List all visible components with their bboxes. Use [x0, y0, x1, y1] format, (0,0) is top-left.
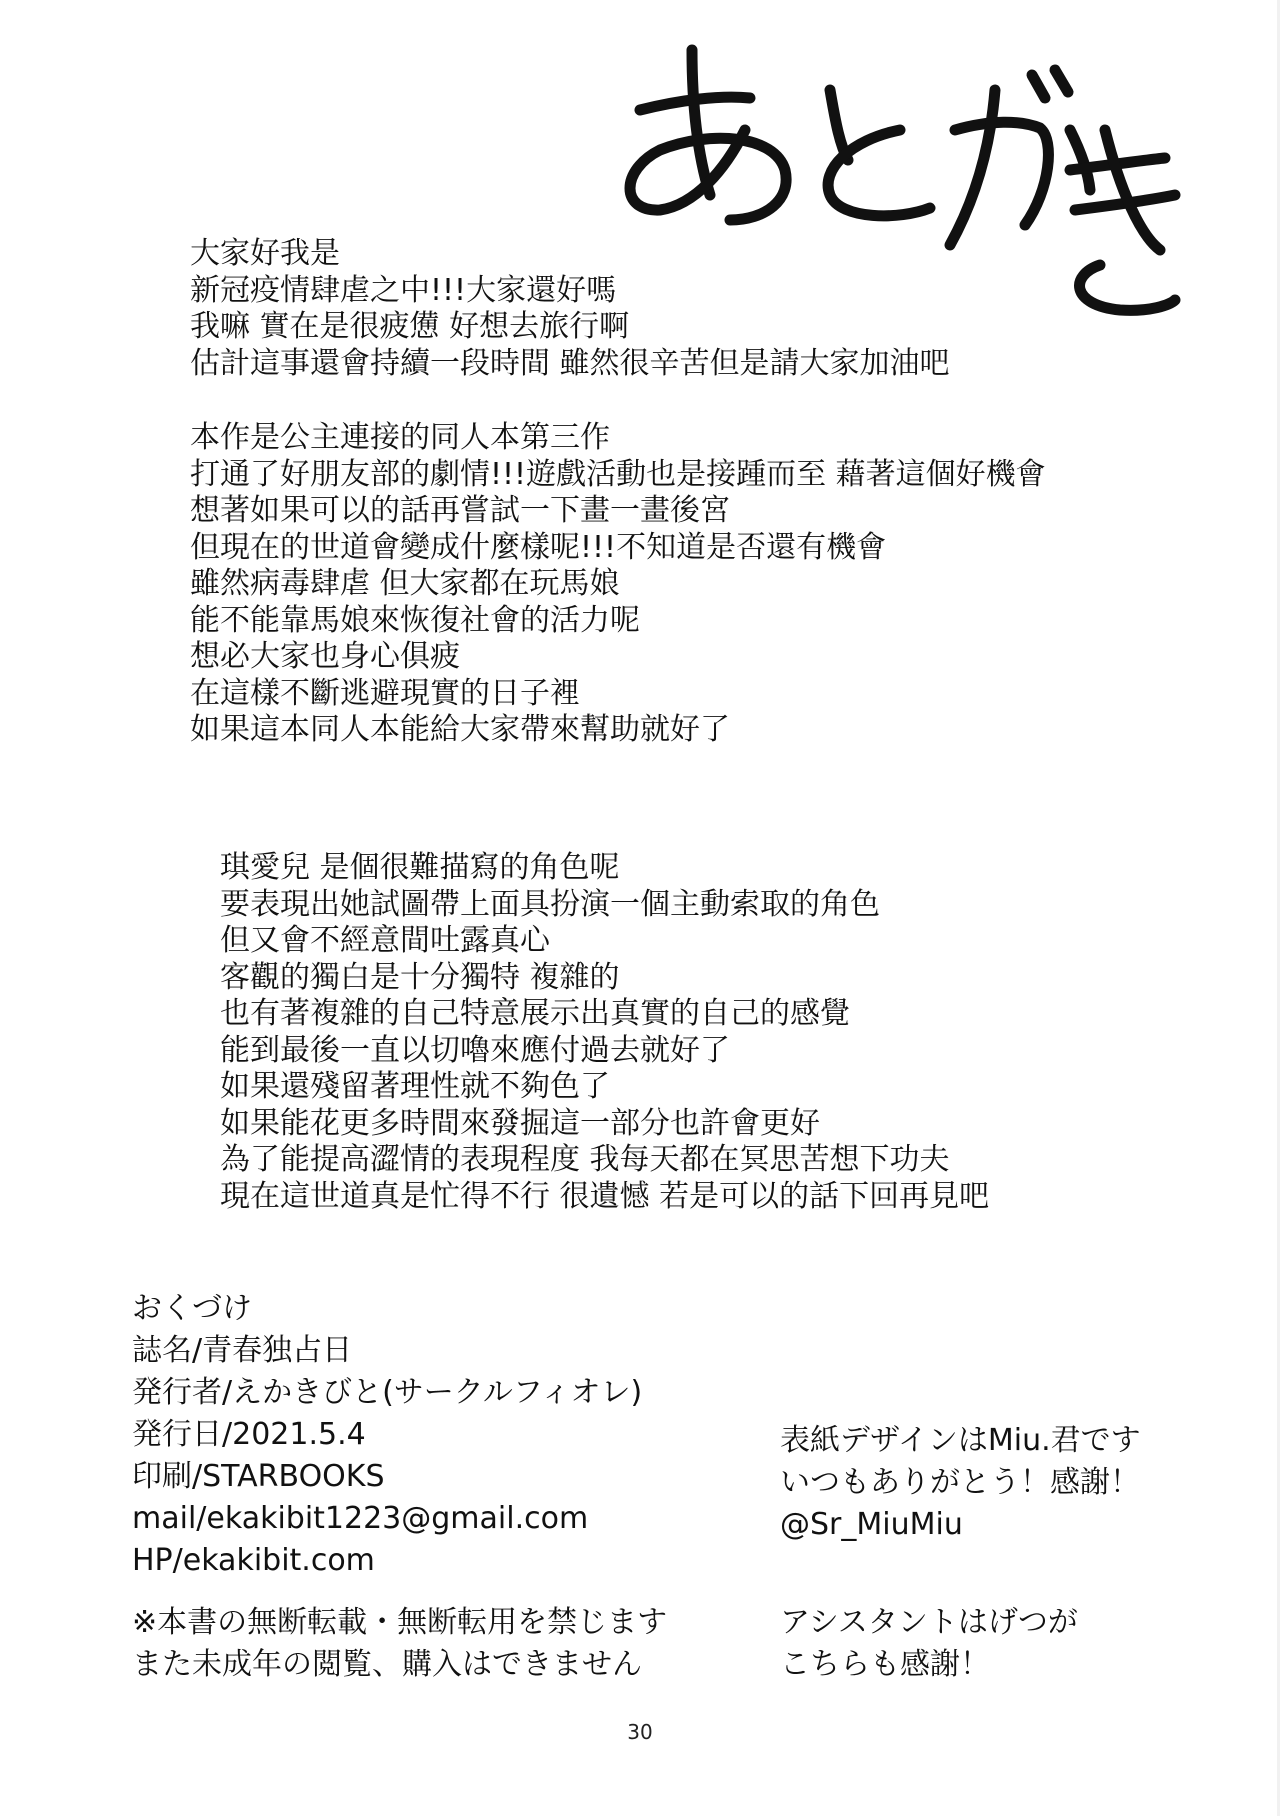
- credit-line: アシスタントはげつが: [780, 1605, 1078, 1640]
- text-line: 琪愛兒 是個很難描寫的角色呢: [220, 850, 620, 885]
- text-line: 雖然病毒肆虐 但大家都在玩馬娘: [190, 566, 620, 601]
- page-number: 30: [627, 1720, 653, 1744]
- afterword-paragraph-3: [220, 850, 989, 1215]
- text-line: 但又會不經意間吐露真心: [220, 923, 550, 958]
- afterword-paragraph-2: [190, 420, 1046, 749]
- assistant-credit: [780, 1602, 1078, 1686]
- colophon-publisher: 発行者/えかきびと(サークルフィオレ): [132, 1375, 643, 1410]
- text-line: 在這樣不斷逃避現實的日子裡: [190, 675, 580, 711]
- text-line: 估計這事還會持續一段時間 雖然很辛苦但是請大家加油吧: [190, 345, 950, 381]
- colophon-date: 発行日/2021.5.4: [132, 1417, 366, 1452]
- colophon-mail: mail/ekakibit1223@gmail.com: [132, 1501, 589, 1536]
- colophon-heading: おくづけ: [132, 1291, 252, 1326]
- text-line: 本作是公主連接的同人本第三作: [190, 420, 610, 455]
- text-line: 能不能靠馬娘來恢復社會的活力呢: [190, 602, 640, 638]
- copyright-notice: [132, 1602, 667, 1686]
- colophon-title: 誌名/青春独占日: [132, 1333, 353, 1368]
- text-line: 新冠疫情肆虐之中!!!大家還好嗎: [190, 272, 617, 308]
- text-line: 能到最後一直以切嚕來應付過去就好了: [220, 1032, 730, 1068]
- colophon: [132, 1288, 642, 1582]
- notice-line: ※本書の無断転載・無断転用を禁じます: [132, 1605, 668, 1640]
- afterword-paragraph-1: [190, 236, 950, 382]
- text-line: 現在這世道真是忙得不行 很遺憾 若是可以的話下回再見吧: [220, 1178, 990, 1214]
- text-line: 但現在的世道會變成什麼樣呢!!!不知道是否還有機會: [190, 529, 887, 565]
- text-line: 如果還殘留著理性就不夠色了: [220, 1069, 610, 1104]
- text-line: 我嘛 實在是很疲憊 好想去旅行啊: [190, 309, 630, 344]
- credit-line: 表紙デザインはMiu.君です: [780, 1423, 1141, 1458]
- text-line: 如果能花更多時間來發掘這一部分也許會更好: [220, 1105, 820, 1141]
- text-line: 為了能提高澀情的表現程度 我每天都在冥思苦想下功夫: [220, 1142, 950, 1177]
- colophon-homepage: HP/ekakibit.com: [132, 1543, 375, 1578]
- credit-handle: @Sr_MiuMiu: [780, 1507, 963, 1542]
- text-line: 客觀的獨白是十分獨特 複雜的: [220, 959, 620, 995]
- text-line: 要表現出她試圖帶上面具扮演一個主動索取的角色: [220, 886, 880, 922]
- notice-line: また未成年の閲覧、購入はできません: [132, 1647, 642, 1682]
- cover-design-credit: [780, 1420, 1141, 1546]
- text-line: 打通了好朋友部的劇情!!!遊戲活動也是接踵而至 藉著這個好機會: [190, 456, 1046, 492]
- text-line: 大家好我是: [190, 236, 340, 271]
- colophon-printer: 印刷/STARBOOKS: [132, 1459, 385, 1494]
- text-line: 想著如果可以的話再嘗試一下畫一畫後宮: [190, 493, 730, 528]
- credit-line: こちらも感謝！: [780, 1647, 990, 1682]
- credit-line: いつもありがとう！感謝！: [780, 1465, 1140, 1500]
- text-line: 也有著複雜的自己特意展示出真實的自己的感覺: [220, 996, 850, 1031]
- text-line: 如果這本同人本能給大家帶來幫助就好了: [190, 712, 730, 747]
- text-line: 想必大家也身心俱疲: [190, 639, 460, 674]
